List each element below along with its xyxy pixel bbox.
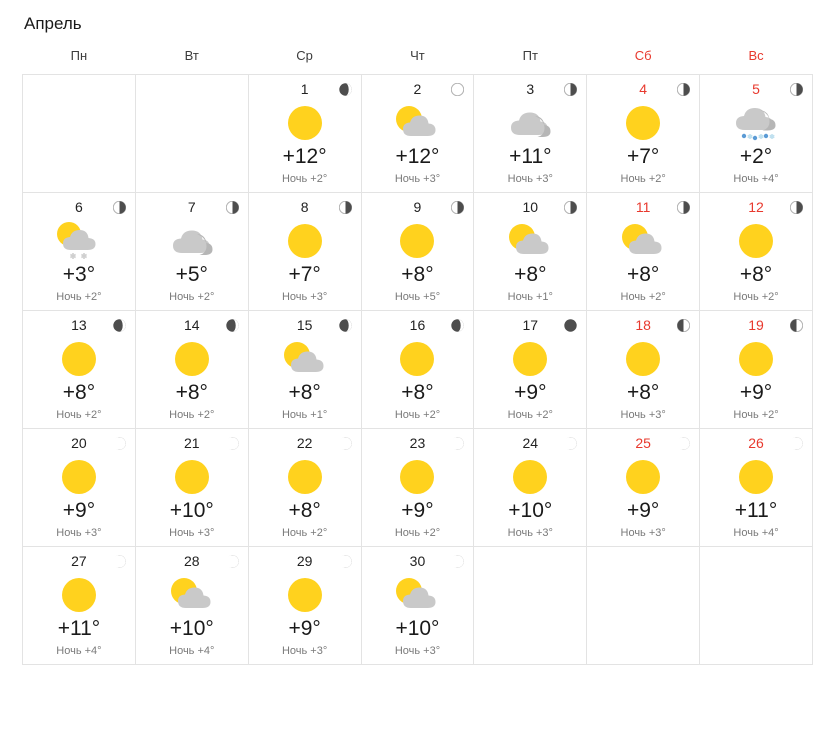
calendar-day-cell[interactable] (248, 547, 361, 665)
night-temperature: Ночь +3° (281, 645, 328, 657)
day-temperature: +10° (169, 617, 214, 640)
day-number: 8 (300, 199, 309, 215)
night-temperature: Ночь +2° (56, 409, 102, 421)
calendar-day-cell[interactable] (700, 429, 813, 547)
day-cell-content (474, 429, 586, 546)
day-number: 28 (183, 553, 200, 569)
day-cell-content (700, 311, 812, 428)
moon-phase-icon (339, 201, 352, 214)
day-number: 27 (71, 553, 87, 569)
weather-icon (23, 339, 135, 379)
day-cell-content (23, 429, 135, 546)
moon-phase-icon (790, 83, 803, 96)
sun-icon (509, 456, 551, 498)
calendar-day-cell[interactable] (587, 311, 700, 429)
day-number: 29 (296, 553, 313, 569)
day-temperature: +2° (739, 145, 773, 168)
day-number: 15 (296, 317, 313, 333)
sun-icon (284, 456, 326, 498)
day-number: 7 (187, 199, 196, 215)
day-temperature: +9° (62, 499, 96, 522)
weather-icon (23, 457, 135, 497)
day-temperature: +7° (288, 263, 321, 286)
day-temperature: +11° (734, 499, 778, 522)
night-temperature: Ночь +2° (169, 291, 215, 303)
day-cell-content (23, 193, 135, 310)
day-temperature: +8° (401, 263, 434, 286)
calendar-day-cell[interactable] (474, 193, 587, 311)
sun-behind-cloud-icon (617, 220, 669, 262)
calendar-day-cell[interactable] (587, 193, 700, 311)
day-cell-content (362, 75, 474, 192)
weather-icon (587, 103, 699, 143)
calendar-day-cell[interactable] (587, 429, 700, 547)
moon-phase-icon (113, 437, 126, 450)
day-temperature: +7° (626, 145, 660, 168)
weather-icon (136, 221, 248, 261)
moon-phase-icon (451, 319, 464, 332)
sun-icon (622, 338, 664, 380)
day-cell-content (474, 311, 586, 428)
moon-phase-icon (113, 319, 126, 332)
day-number: 5 (752, 81, 760, 97)
day-number: 12 (748, 199, 764, 215)
sun-behind-cloud-icon (279, 338, 331, 380)
weekday-row (23, 48, 813, 75)
moon-phase-icon (564, 83, 577, 96)
sun-behind-cloud-icon (166, 574, 218, 616)
moon-phase-icon (451, 201, 464, 214)
weekday-header-2: Ср (296, 48, 313, 63)
calendar-day-cell[interactable] (23, 311, 136, 429)
day-cell-content (23, 547, 135, 664)
moon-phase-icon (226, 319, 239, 332)
calendar-week-row (23, 311, 813, 429)
night-temperature: Ночь +2° (394, 527, 441, 539)
sun-behind-cloud-icon (391, 102, 443, 144)
weather-icon (249, 221, 361, 261)
calendar-day-cell[interactable] (361, 429, 474, 547)
day-number: 24 (522, 435, 539, 451)
night-temperature: Ночь +3° (56, 527, 102, 539)
calendar-day-cell[interactable] (248, 311, 361, 429)
moon-phase-icon (451, 555, 464, 568)
day-cell-content (700, 429, 812, 546)
weekday-header-0: Пн (70, 48, 88, 63)
day-temperature: +10° (395, 617, 440, 640)
sun-icon (509, 338, 551, 380)
day-cell-content (474, 193, 586, 310)
night-temperature: Ночь +3° (281, 291, 328, 303)
page-title: Апрель (24, 14, 82, 33)
day-temperature: +8° (175, 381, 208, 404)
calendar-cell-empty (23, 75, 136, 193)
calendar-day-cell[interactable] (135, 547, 248, 665)
moon-phase-icon (790, 319, 803, 332)
night-temperature: Ночь +2° (394, 409, 441, 421)
day-cell-content (249, 311, 361, 428)
day-number: 4 (639, 81, 648, 97)
moon-phase-icon (790, 437, 803, 450)
day-number: 22 (296, 435, 313, 451)
calendar-cell-empty (700, 547, 813, 665)
weekday-header-1: Вт (184, 48, 199, 63)
calendar-day-cell[interactable] (23, 429, 136, 547)
calendar-cell-empty (587, 547, 700, 665)
night-temperature: Ночь +3° (620, 527, 666, 539)
night-temperature: Ночь +1° (507, 291, 553, 303)
day-cell-content (587, 75, 699, 192)
day-temperature: +8° (514, 263, 547, 286)
day-temperature: +9° (739, 381, 773, 404)
weather-icon (362, 575, 474, 615)
calendar-table (22, 48, 813, 665)
calendar-day-cell[interactable] (361, 193, 474, 311)
calendar-week-row (23, 429, 813, 547)
weather-icon (474, 221, 586, 261)
sun-icon (396, 456, 438, 498)
day-cell-content (587, 429, 699, 546)
night-temperature: Ночь +4° (56, 645, 102, 657)
weather-icon (362, 103, 474, 143)
calendar-body (23, 75, 813, 665)
calendar-day-cell[interactable] (248, 193, 361, 311)
moon-phase-icon (677, 319, 690, 332)
day-number: 9 (413, 199, 422, 215)
day-number: 14 (183, 317, 200, 333)
calendar-day-cell[interactable] (135, 429, 248, 547)
day-cell-content (587, 193, 699, 310)
moon-phase-icon (226, 555, 239, 568)
day-temperature: +12° (395, 145, 440, 168)
day-cell-content (362, 429, 474, 546)
night-temperature: Ночь +2° (620, 173, 666, 185)
sun-icon (396, 220, 438, 262)
day-temperature: +8° (626, 263, 660, 286)
sun-behind-cloud-icon (391, 574, 443, 616)
moon-phase-icon (113, 555, 126, 568)
weather-icon (587, 457, 699, 497)
calendar-day-cell[interactable] (23, 547, 136, 665)
weather-icon (474, 457, 586, 497)
moon-phase-icon (339, 437, 352, 450)
weather-icon (249, 457, 361, 497)
moon-phase-icon (226, 437, 239, 450)
sun-icon (396, 338, 438, 380)
weather-icon (136, 339, 248, 379)
day-cell-content (249, 429, 361, 546)
day-temperature: +9° (288, 617, 321, 640)
day-number: 3 (526, 81, 535, 97)
day-temperature: +8° (626, 381, 660, 404)
day-cell-content (474, 75, 586, 192)
sun-icon (622, 102, 664, 144)
weather-icon (249, 103, 361, 143)
calendar-day-cell[interactable] (361, 311, 474, 429)
night-temperature: Ночь +2° (620, 291, 666, 303)
day-number: 17 (522, 317, 539, 333)
calendar-week-row (23, 75, 813, 193)
day-number: 13 (71, 317, 87, 333)
calendar-day-cell[interactable] (474, 429, 587, 547)
calendar-day-cell[interactable] (23, 193, 136, 311)
moon-phase-icon (677, 83, 690, 96)
calendar-week-row (23, 193, 813, 311)
weekday-header-6: Вс (748, 48, 764, 63)
night-temperature: Ночь +4° (733, 173, 779, 185)
night-temperature: Ночь +2° (56, 291, 102, 303)
night-temperature: Ночь +3° (620, 409, 666, 421)
day-cell-content (136, 311, 248, 428)
day-temperature: +5° (175, 263, 208, 286)
weather-icon (474, 339, 586, 379)
moon-phase-icon (677, 201, 690, 214)
day-cell-content (362, 193, 474, 310)
sun-icon (171, 456, 213, 498)
night-temperature: Ночь +3° (394, 173, 441, 185)
night-temperature: Ночь +5° (394, 291, 441, 303)
moon-phase-icon (564, 319, 577, 332)
day-cell-content (700, 193, 812, 310)
moon-phase-icon (339, 319, 352, 332)
moon-phase-icon (677, 437, 690, 450)
weather-icon (700, 339, 812, 379)
weather-icon (700, 103, 812, 143)
calendar-day-cell[interactable] (700, 193, 813, 311)
night-temperature: Ночь +2° (507, 409, 553, 421)
night-temperature: Ночь +2° (733, 409, 779, 421)
day-temperature: +10° (169, 499, 214, 522)
day-temperature: +9° (626, 499, 660, 522)
day-cell-content (700, 75, 812, 192)
night-temperature: Ночь +4° (169, 645, 215, 657)
snow-sun-cloud-icon (51, 219, 107, 263)
weekday-header-5: Сб (634, 48, 652, 63)
day-cell-content (23, 311, 135, 428)
day-cell-content (136, 193, 248, 310)
sun-icon (284, 102, 326, 144)
weather-icon (136, 457, 248, 497)
calendar-week-row (23, 547, 813, 665)
cloud-icon (504, 104, 556, 142)
sun-icon (735, 338, 777, 380)
weather-icon (362, 457, 474, 497)
sun-icon (735, 220, 777, 262)
day-number: 10 (522, 199, 539, 215)
calendar-day-cell[interactable] (361, 75, 474, 193)
day-number: 25 (635, 435, 651, 451)
weather-icon (474, 103, 586, 143)
moon-phase-icon (339, 83, 352, 96)
night-temperature: Ночь +3° (394, 645, 441, 657)
day-cell-content (249, 75, 361, 192)
weather-icon (249, 575, 361, 615)
calendar-day-cell[interactable] (474, 311, 587, 429)
moon-phase-icon (113, 201, 126, 214)
weather-icon (136, 575, 248, 615)
day-number: 26 (748, 435, 764, 451)
calendar-header (23, 48, 813, 75)
calendar-day-cell[interactable] (700, 75, 813, 193)
night-temperature: Ночь +4° (733, 527, 779, 539)
day-temperature: +12° (282, 145, 327, 168)
sun-behind-cloud-icon (504, 220, 556, 262)
sun-icon (735, 456, 777, 498)
calendar-day-cell[interactable] (361, 547, 474, 665)
calendar-day-cell[interactable] (135, 193, 248, 311)
moon-phase-icon (451, 83, 464, 96)
sun-icon (622, 456, 664, 498)
moon-phase-icon (451, 437, 464, 450)
day-temperature: +9° (401, 499, 434, 522)
day-number: 16 (409, 317, 426, 333)
sun-icon (284, 574, 326, 616)
day-cell-content (136, 429, 248, 546)
weather-icon (587, 221, 699, 261)
day-number: 18 (635, 317, 651, 333)
night-temperature: Ночь +2° (733, 291, 779, 303)
day-cell-content (587, 311, 699, 428)
day-temperature: +8° (288, 381, 321, 404)
night-temperature: Ночь +3° (507, 527, 553, 539)
calendar-day-cell[interactable] (587, 75, 700, 193)
calendar-day-cell[interactable] (474, 75, 587, 193)
day-cell-content (136, 547, 248, 664)
day-temperature: +11° (509, 145, 552, 168)
night-temperature: Ночь +3° (169, 527, 215, 539)
day-number: 23 (409, 435, 426, 451)
calendar-day-cell[interactable] (248, 75, 361, 193)
moon-phase-icon (790, 201, 803, 214)
weather-icon (587, 339, 699, 379)
night-temperature: Ночь +2° (281, 173, 328, 185)
day-number: 2 (413, 81, 422, 97)
moon-phase-icon (564, 201, 577, 214)
calendar-cell-empty (474, 547, 587, 665)
calendar-cell-empty (135, 75, 248, 193)
day-cell-content (249, 193, 361, 310)
weekday-header-3: Чт (410, 48, 425, 63)
calendar-day-cell[interactable] (135, 311, 248, 429)
sun-icon (171, 338, 213, 380)
calendar-day-cell[interactable] (248, 429, 361, 547)
cloud-icon (166, 222, 218, 260)
weather-icon (249, 339, 361, 379)
day-number: 30 (409, 553, 426, 569)
day-temperature: +10° (508, 499, 553, 522)
day-temperature: +8° (401, 381, 434, 404)
day-number: 1 (300, 81, 309, 97)
day-cell-content (362, 547, 474, 664)
sleet-cloud-icon (727, 101, 785, 145)
weekday-header-4: Пт (522, 48, 538, 63)
day-number: 21 (183, 435, 200, 451)
sun-icon (58, 338, 100, 380)
day-number: 20 (71, 435, 87, 451)
moon-phase-icon (226, 201, 239, 214)
night-temperature: Ночь +1° (281, 409, 328, 421)
night-temperature: Ночь +2° (169, 409, 215, 421)
calendar-day-cell[interactable] (700, 311, 813, 429)
day-number: 6 (75, 199, 83, 215)
day-temperature: +8° (62, 381, 96, 404)
moon-phase-icon (339, 555, 352, 568)
day-number: 19 (748, 317, 764, 333)
weather-icon (700, 457, 812, 497)
day-temperature: +8° (739, 263, 773, 286)
day-temperature: +9° (514, 381, 547, 404)
day-number: 11 (635, 199, 651, 215)
day-cell-content (249, 547, 361, 664)
weather-icon (362, 221, 474, 261)
day-temperature: +3° (62, 263, 96, 286)
weather-icon (23, 575, 135, 615)
weather-icon (700, 221, 812, 261)
day-cell-content (362, 311, 474, 428)
day-temperature: +8° (288, 499, 321, 522)
day-temperature: +11° (57, 617, 101, 640)
moon-phase-icon (564, 437, 577, 450)
night-temperature: Ночь +3° (507, 173, 553, 185)
night-temperature: Ночь +2° (281, 527, 328, 539)
weather-icon (23, 221, 135, 261)
sun-icon (58, 456, 100, 498)
sun-icon (58, 574, 100, 616)
weather-icon (362, 339, 474, 379)
sun-icon (284, 220, 326, 262)
